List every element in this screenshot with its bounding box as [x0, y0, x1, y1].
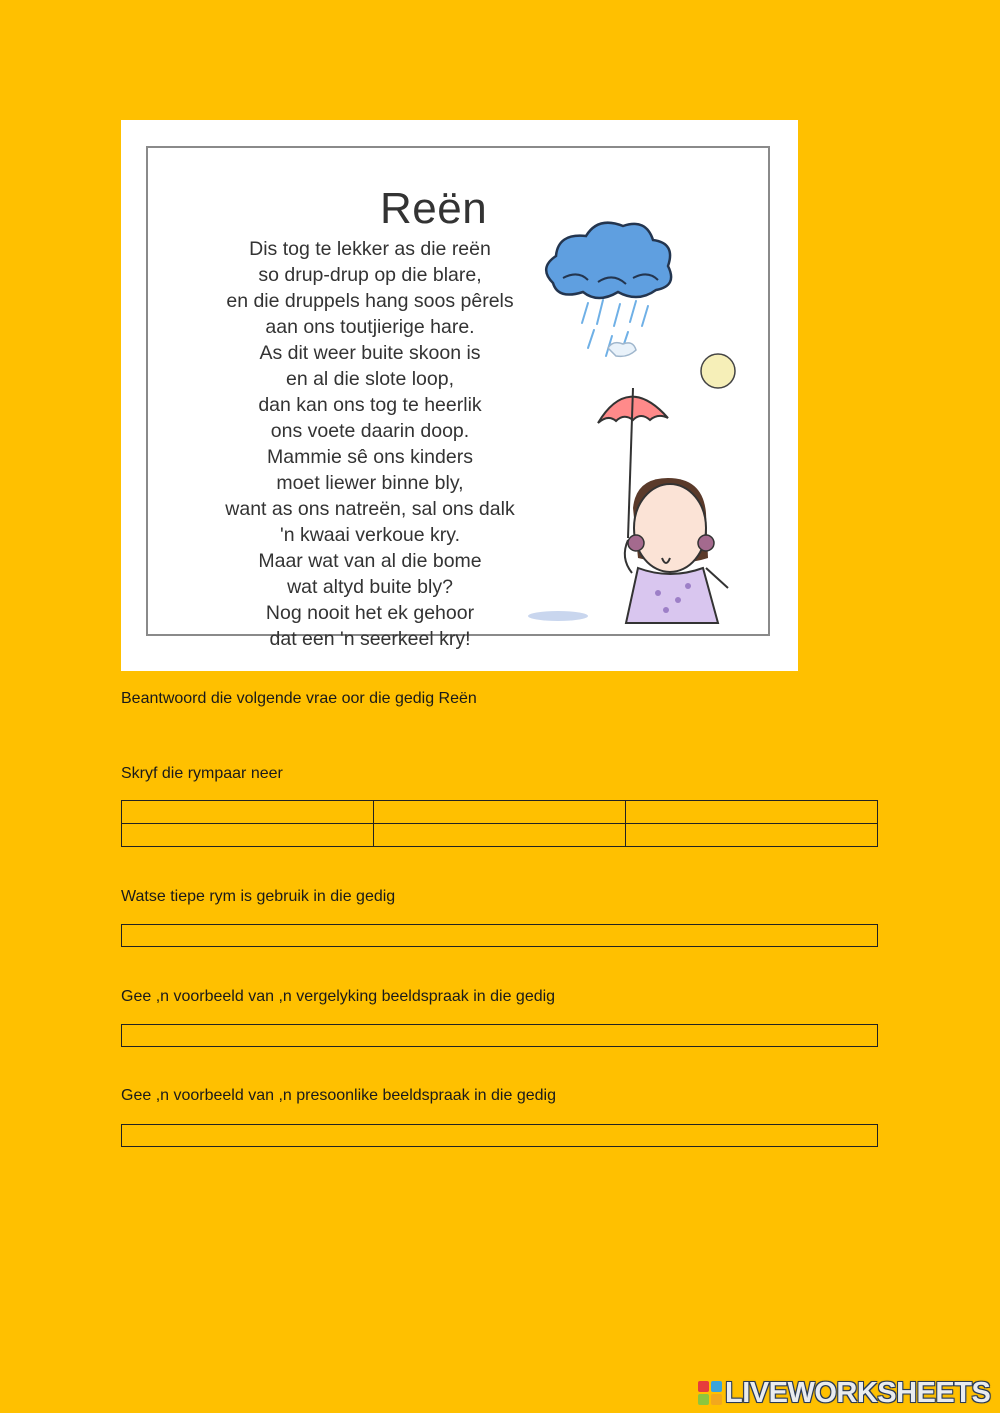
table-row: [122, 801, 878, 824]
poem-line: Maar wat van al die bome: [258, 550, 482, 572]
puddle-icon: [528, 611, 588, 621]
liveworksheets-logo: [698, 1376, 990, 1410]
poem-line: Nog nooit het ek gehoor: [265, 602, 475, 624]
poem-title: Reën: [380, 184, 488, 233]
poem-line: ons voete daarin doop.: [270, 420, 470, 442]
liveworksheets-mark-icon: [698, 1381, 722, 1405]
poem-image: [121, 120, 798, 671]
question-simile: Gee ,n voorbeeld van ,n vergelyking beeldspraak in die gedig: [121, 988, 556, 1005]
poem-text: [170, 236, 570, 652]
poem-frame: [146, 146, 770, 650]
answer-field[interactable]: [122, 824, 374, 847]
answer-field[interactable]: [374, 824, 626, 847]
poem-line: Mammie sê ons kinders: [267, 446, 473, 468]
poem-line: dan kan ons tog te heerlik: [258, 394, 482, 416]
poem-line: en die druppels hang soos pêrels: [226, 290, 514, 312]
answer-field[interactable]: [122, 801, 374, 824]
girl-icon: [625, 478, 728, 623]
answer-field[interactable]: [626, 801, 878, 824]
poem-line: moet liewer binne bly,: [276, 472, 464, 494]
girl-with-umbrella-icon: [528, 208, 748, 628]
poem-line: dat een 'n seerkeel kry!: [269, 628, 471, 650]
poem-line: wat altyd buite bly?: [287, 576, 453, 598]
personification-answer-field[interactable]: [121, 1124, 878, 1147]
poem-line: aan ons toutjierige hare.: [265, 316, 475, 338]
poem-line: Dis tog te lekker as die reën: [249, 238, 491, 260]
simile-answer-field[interactable]: [121, 1024, 878, 1047]
answer-field[interactable]: [374, 801, 626, 824]
poem-line: so drup-drup op die blare,: [258, 264, 482, 286]
poem-line: As dit weer buite skoon is: [259, 342, 481, 364]
question-rhyme-type: Watse tiepe rym is gebruik in die gedig: [121, 888, 396, 905]
sun-icon: [701, 354, 735, 388]
poem-line: want as ons natreën, sal ons dalk: [225, 498, 515, 520]
logo-text: LIVEWORKSHEETS: [725, 1376, 991, 1409]
rain-cloud-icon: [546, 223, 671, 357]
answer-field[interactable]: [626, 824, 878, 847]
poem-line: en al die slote loop,: [285, 368, 455, 390]
question-rhyme-pairs: Skryf die rympaar neer: [121, 765, 283, 782]
rhyme-pairs-answer-table: [121, 800, 878, 847]
poem-line: 'n kwaai verkoue kry.: [279, 524, 460, 546]
rhyme-type-answer-field[interactable]: [121, 924, 878, 947]
instructions-text: Beantwoord die volgende vrae oor die gedig Reën: [121, 690, 477, 707]
table-row: [122, 824, 878, 847]
question-personification: Gee ,n voorbeeld van ,n presoonlike beeldspraak in die gedig: [121, 1087, 556, 1104]
